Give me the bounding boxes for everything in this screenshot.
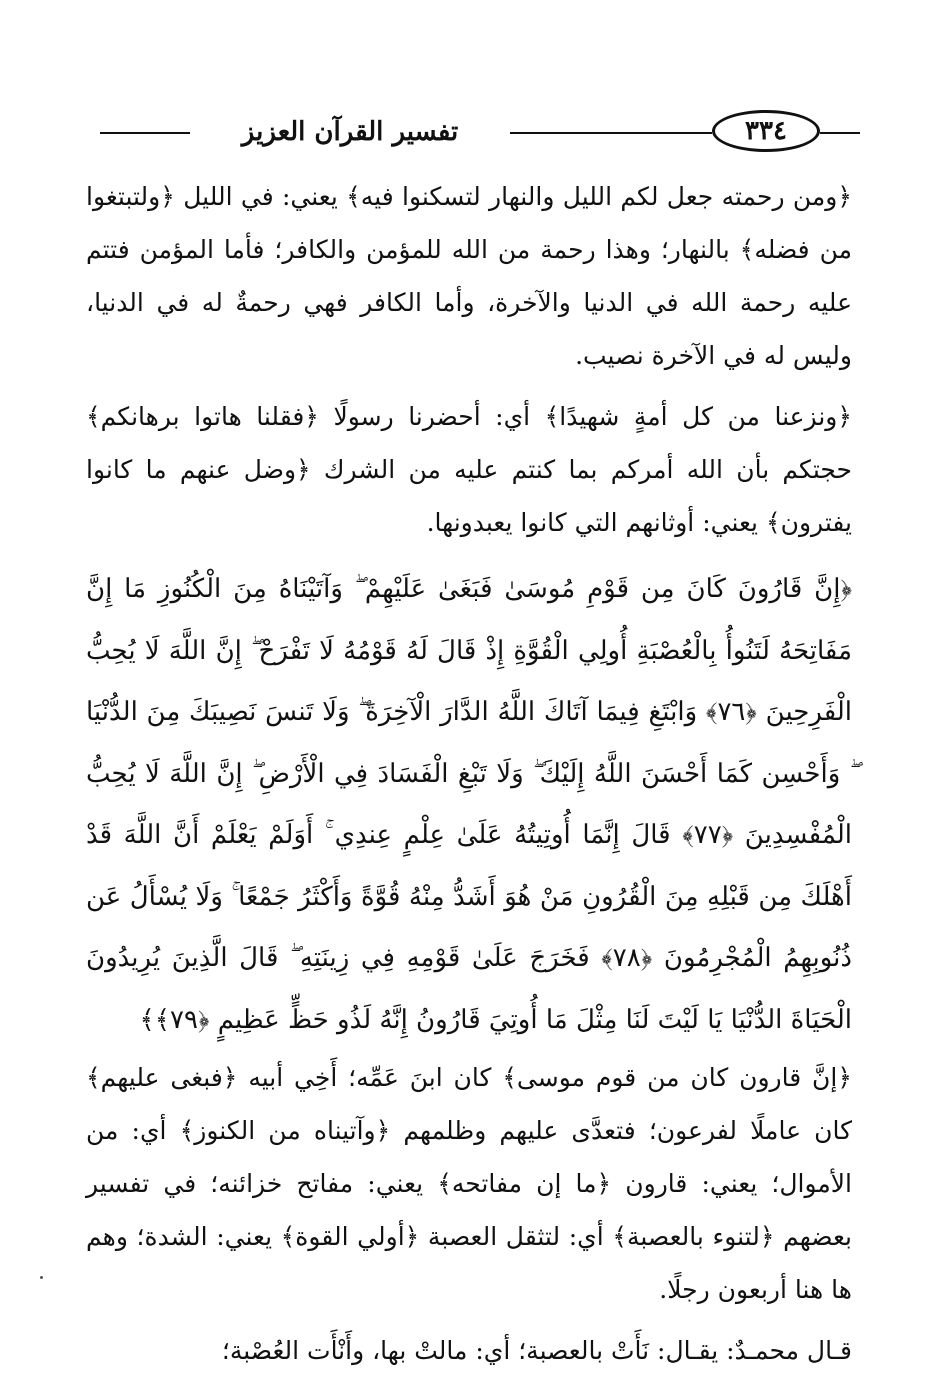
paragraph-commentary-3: ﴿إنَّ قارون كان من قوم موسى﴾ كان ابنَ عَمِّه؛ أَخِي أبيه ﴿فبغى عليهم﴾ كان عاملًا لفرعون؛ فتعدَّى عليهم وظلمهم ﴿وآتيناه من الكنوز﴾ أي: من الأموال؛ يعني: قارون ﴿ما إن مفاتحه﴾ يعني: مفاتح خزائنه؛ في تفسير بعضهم ﴿لتنوء بالعصبة﴾ أي: لتثقل العصبة ﴿أولي القوة﴾ يعني: الشدة؛ وهم ها هنا أربعون رجلًا. xyxy=(86,1063,852,1304)
paragraph-commentary-4: قـال محمـدٌ: يقـال: نَأَتْ بالعصبة؛ أي: مالتْ بها، وأَنْأَت العُصْبة؛ xyxy=(221,1336,852,1365)
paragraph-commentary-2: ﴿ونزعنا من كل أمةٍ شهيدًا﴾ أي: أحضرنا رسولًا ﴿فقلنا هاتوا برهانكم﴾ حجتكم بأن الله أمركم بما كنتم عليه من الشرك ﴿وضل عنهم ما كانوا يفترون﴾ يعني: أوثانهم التي كانوا يعبدونها. xyxy=(86,402,852,537)
paragraph-commentary-1: ﴿ومن رحمته جعل لكم الليل والنهار لتسكنوا فيه﴾ يعني: في الليل ﴿ولتبتغوا من فضله﴾ بالنهار؛ وهذا رحمة من الله للمؤمن والكافر؛ فأما المؤمن فتتم عليه رحمة الله في الدنيا والآخرة، وأما الكافر فهي رحمةٌ له في الدنيا، وليس له في الآخرة نصيب. xyxy=(86,182,852,370)
running-title: تفسير القرآن العزيز xyxy=(190,110,510,154)
page-number: ٣٣٤ xyxy=(712,110,820,152)
scan-speck xyxy=(40,1276,43,1279)
header-rule-right xyxy=(820,132,860,134)
quran-verse-block: ﴿إِنَّ قَارُونَ كَانَ مِن قَوْمِ مُوسَىٰ فَبَغَىٰ عَلَيْهِمْ ۖ وَآتَيْنَاهُ مِنَ الْكُنُوزِ مَا إِنَّ مَفَاتِحَهُ لَتَنُوأُ بِالْعُصْبَةِ أُولِي الْقُوَّةِ إِذْ قَالَ لَهُ قَوْمُهُ لَا تَفْرَحْ ۖ إِنَّ اللَّهَ لَا يُحِبُّ الْفَرِحِينَ ﴿٧٦﴾ وَابْتَغِ فِيمَا آتَاكَ اللَّهُ الدَّارَ الْآخِرَةَ ۖ وَلَا تَنسَ نَصِيبَكَ مِنَ الدُّنْيَا ۖ وَأَحْسِن كَمَا أَحْسَنَ اللَّهُ إِلَيْكَ ۖ وَلَا تَبْغِ الْفَسَادَ فِي الْأَرْضِ ۖ إِنَّ اللَّهَ لَا يُحِبُّ الْمُفْسِدِينَ ﴿٧٧﴾ قَالَ إِنَّمَا أُوتِيتُهُ عَلَىٰ عِلْمٍ عِندِي ۚ أَوَلَمْ يَعْلَمْ أَنَّ اللَّهَ قَدْ أَهْلَكَ مِن قَبْلِهِ مِنَ الْقُرُونِ مَنْ هُوَ أَشَدُّ مِنْهُ قُوَّةً وَأَكْثَرُ جَمْعًا ۚ وَلَا يُسْأَلُ عَن ذُنُوبِهِمُ الْمُجْرِمُونَ ﴿٧٨﴾ فَخَرَجَ عَلَىٰ قَوْمِهِ فِي زِينَتِهِ ۖ قَالَ الَّذِينَ يُرِيدُونَ الْحَيَاةَ الدُّنْيَا يَا لَيْتَ لَنَا مِثْلَ مَا أُوتِيَ قَارُونُ إِنَّهُ لَذُو حَظٍّ عَظِيمٍ ﴿٧٩﴾﴾ xyxy=(86,574,853,1035)
page-header xyxy=(100,108,860,158)
page-body xyxy=(86,170,852,1385)
